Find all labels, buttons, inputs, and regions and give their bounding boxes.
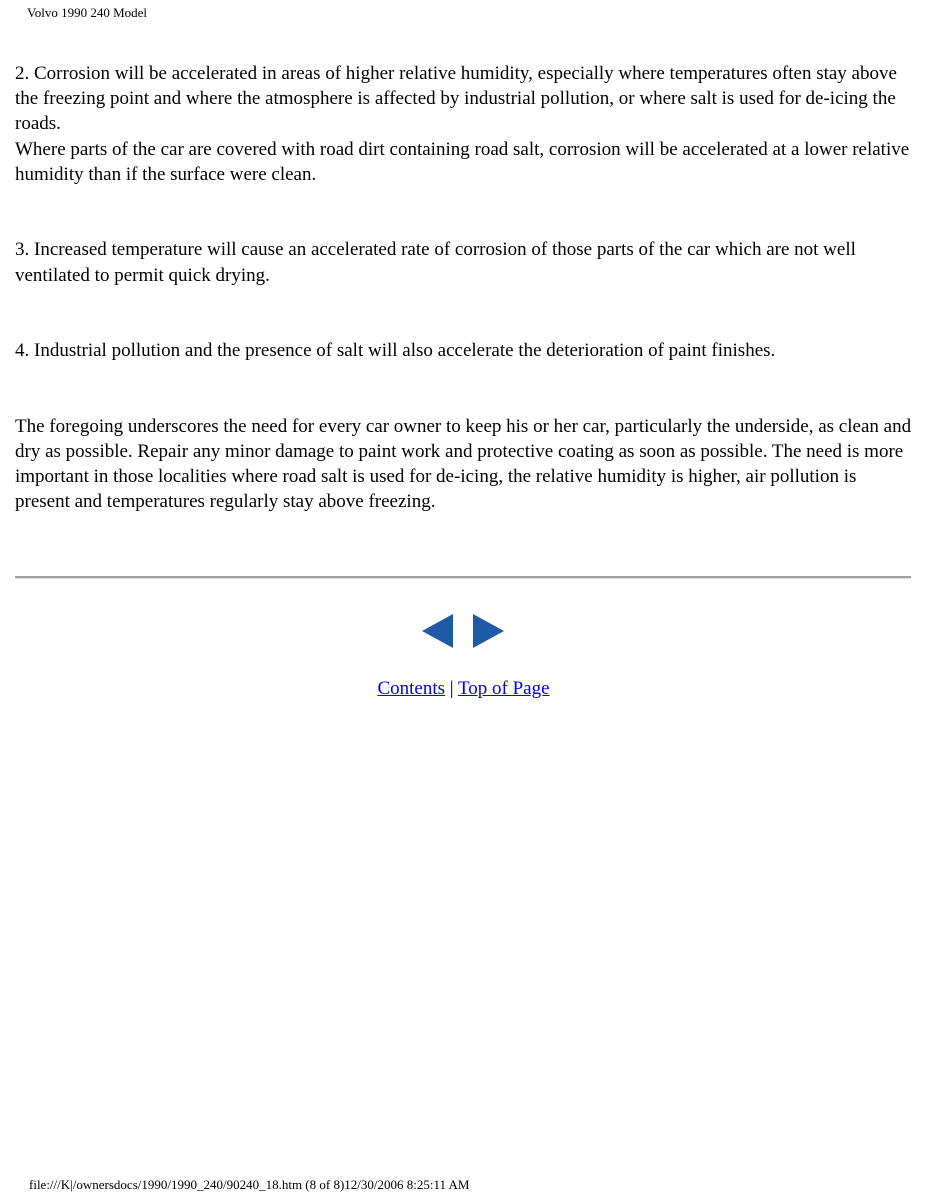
- page-footer: file:///K|/ownersdocs/1990/1990_240/90240_18.htm (8 of 8)12/30/2006 8:25:11 AM: [29, 1177, 470, 1192]
- link-separator: |: [449, 678, 454, 699]
- top-of-page-link[interactable]: Top of Page: [458, 678, 550, 699]
- page-navigation: [420, 612, 510, 650]
- page-header: Volvo 1990 240 Model: [27, 5, 148, 20]
- paragraph-humidity: 2. Corrosion will be accelerated in areas of higher relative humidity, especially where temperatures often stay above the freezing point and where the atmosphere is affected by industrial pollution, or where salt is used for de-icing the roads.: [15, 63, 897, 135]
- paragraph-gap: [15, 288, 915, 338]
- right-arrow-icon: [470, 612, 506, 650]
- contents-link[interactable]: Contents: [377, 678, 446, 699]
- document-body: [15, 61, 915, 515]
- paragraph-temperature: 3. Increased temperature will cause an accelerated rate of corrosion of those parts of the car which are not well ventilated to permit quick drying.: [15, 239, 856, 286]
- previous-page-button[interactable]: [420, 612, 456, 650]
- left-arrow-icon: [420, 612, 456, 650]
- paragraph-summary: The foregoing underscores the need for every car owner to keep his or her car, particularly the underside, as clean and dry as possible. Repair any minor damage to paint work and protective coating as soon as possible. The need is more important in those localities where road salt is used for de-icing, the relative humidity is higher, air pollution is present and temperatures regularly stay above freezing.: [15, 415, 912, 513]
- paragraph-pollution: 4. Industrial pollution and the presence of salt will also accelerate the deterioration of paint finishes.: [15, 340, 776, 362]
- paragraph-gap: [15, 363, 915, 413]
- horizontal-divider: [15, 576, 911, 579]
- next-page-button[interactable]: [470, 612, 506, 650]
- paragraph-road-salt: Where parts of the car are covered with road dirt containing road salt, corrosion will be accelerated at a lower relative humidity than if the surface were clean.: [15, 138, 910, 185]
- footer-links: [0, 676, 927, 701]
- paragraph-gap: [15, 187, 915, 237]
